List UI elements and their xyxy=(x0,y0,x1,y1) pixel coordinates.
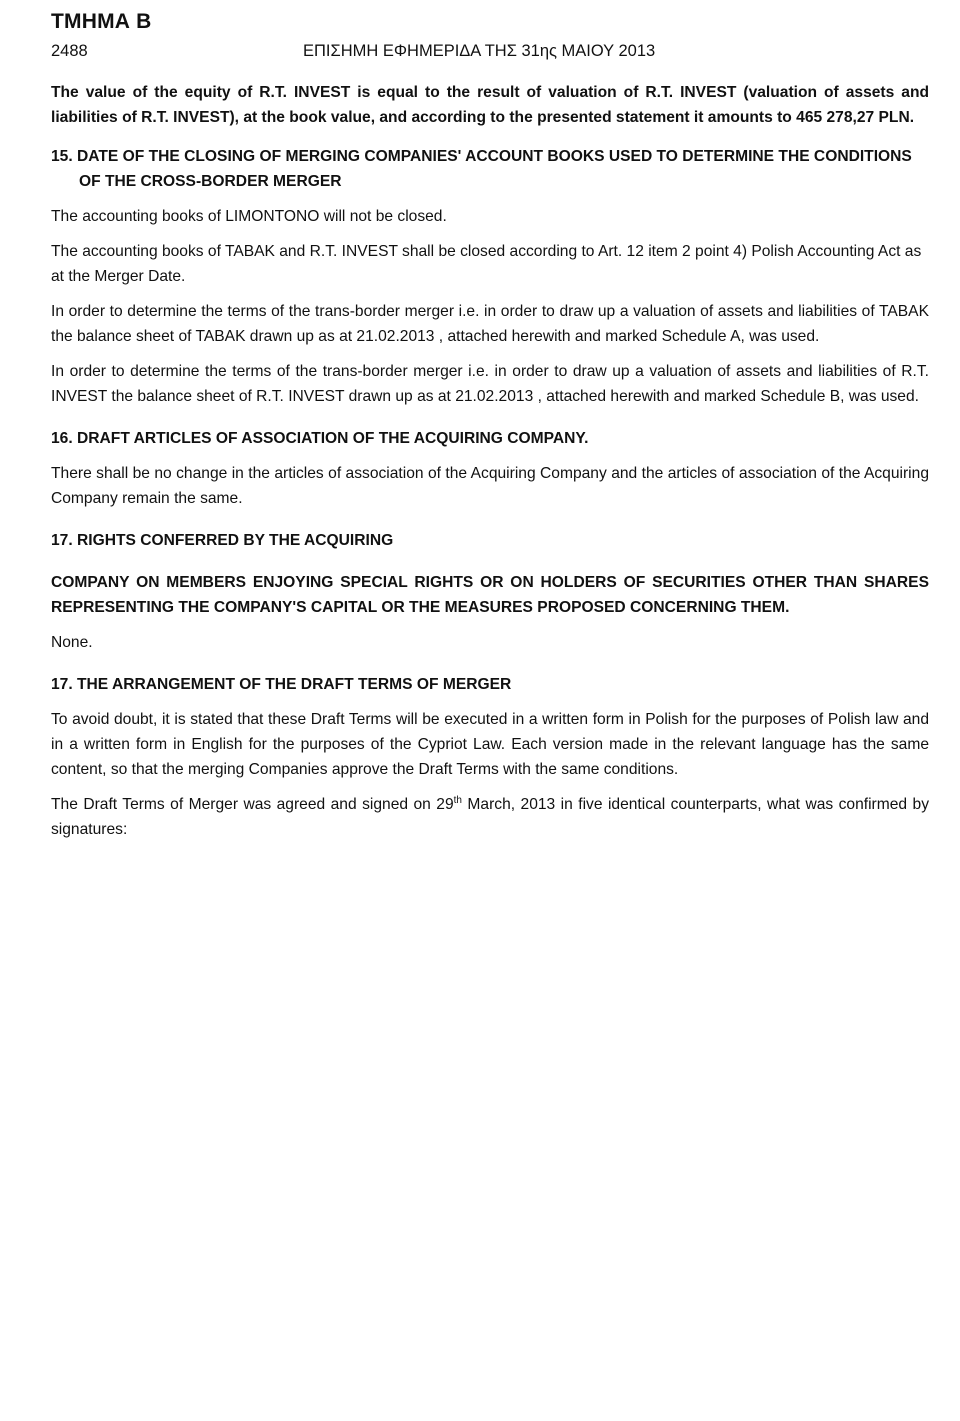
section-15-paragraph-3: In order to determine the terms of the trans-border merger i.e. in order to draw up a valuation of assets and liabilities of TABAK the balance sheet of TABAK drawn up as at 21.02.2013 , attached herewith and marked Schedule A, was used. xyxy=(51,303,929,345)
signing-text-end: March, 2013 in five identical counterparts, what was confirmed by signatures: xyxy=(51,796,929,838)
section-17-arrangement-paragraph: To avoid doubt, it is stated that these Draft Terms will be executed in a written form in Polish for the purposes of Polish law and in a written form in English for the purposes of the Cypriot Law. Each version made in the relevant language has the same content, so that the merging Companies approve the Draft Terms with the same conditions. xyxy=(51,711,929,778)
section-15-heading: 15. DATE OF THE CLOSING OF MERGING COMPANIES' ACCOUNT BOOKS USED TO DETERMINE THE CONDITIONS OF THE CROSS-BORDER MERGER xyxy=(51,148,912,190)
signing-paragraph xyxy=(51,792,929,842)
page-number: 2488 xyxy=(51,42,88,60)
page-header xyxy=(51,42,911,61)
equity-value-paragraph: The value of the equity of R.T. INVEST is equal to the result of valuation of R.T. INVEST (valuation of assets and liabilities of R.T. INVEST), at the book value, and according to the presented statement it amounts to 465 278,27 PLN. xyxy=(51,84,929,126)
section-16-paragraph: There shall be no change in the articles of association of the Acquiring Company and the articles of association of the Acquiring Company remain the same. xyxy=(51,465,929,507)
section-17-rights-heading: 17. RIGHTS CONFERRED BY THE ACQUIRING xyxy=(51,532,394,549)
signing-text-start: The Draft Terms of Merger was agreed and signed on 29 xyxy=(51,796,454,813)
section-17-rights-subheading: COMPANY ON MEMBERS ENJOYING SPECIAL RIGHTS OR ON HOLDERS OF SECURITIES OTHER THAN SHARES REPRESENTING THE COMPANY'S CAPITAL OR THE MEASURES PROPOSED CONCERNING THEM. xyxy=(51,574,929,616)
section-17-rights-text: None. xyxy=(51,634,93,651)
section-15-paragraph-2: The accounting books of TABAK and R.T. INVEST shall be closed according to Art. 12 item 2 point 4) Polish Accounting Act as at the Merger Date. xyxy=(51,243,922,285)
section-15-paragraph-1: The accounting books of LIMONTONO will not be closed. xyxy=(51,208,447,225)
gazette-title: ΕΠΙΣΗΜΗ ΕΦΗΜΕΡΙΔΑ ΤΗΣ 31ης ΜΑΙΟΥ 2013 xyxy=(303,42,656,60)
section-17-arrangement-heading: 17. THE ARRANGEMENT OF THE DRAFT TERMS OF MERGER xyxy=(51,676,512,693)
section-label: ΤΜΗΜΑ B xyxy=(51,10,152,33)
document-body xyxy=(51,80,929,842)
ordinal-suffix: th xyxy=(453,794,462,806)
section-16-heading: 16. DRAFT ARTICLES OF ASSOCIATION OF THE ACQUIRING COMPANY. xyxy=(51,430,589,447)
section-15-paragraph-4: In order to determine the terms of the trans-border merger i.e. in order to draw up a valuation of assets and liabilities of R.T. INVEST the balance sheet of R.T. INVEST drawn up as at 21.02.2013 , attached herewith and marked Schedule B, was used. xyxy=(51,363,929,405)
